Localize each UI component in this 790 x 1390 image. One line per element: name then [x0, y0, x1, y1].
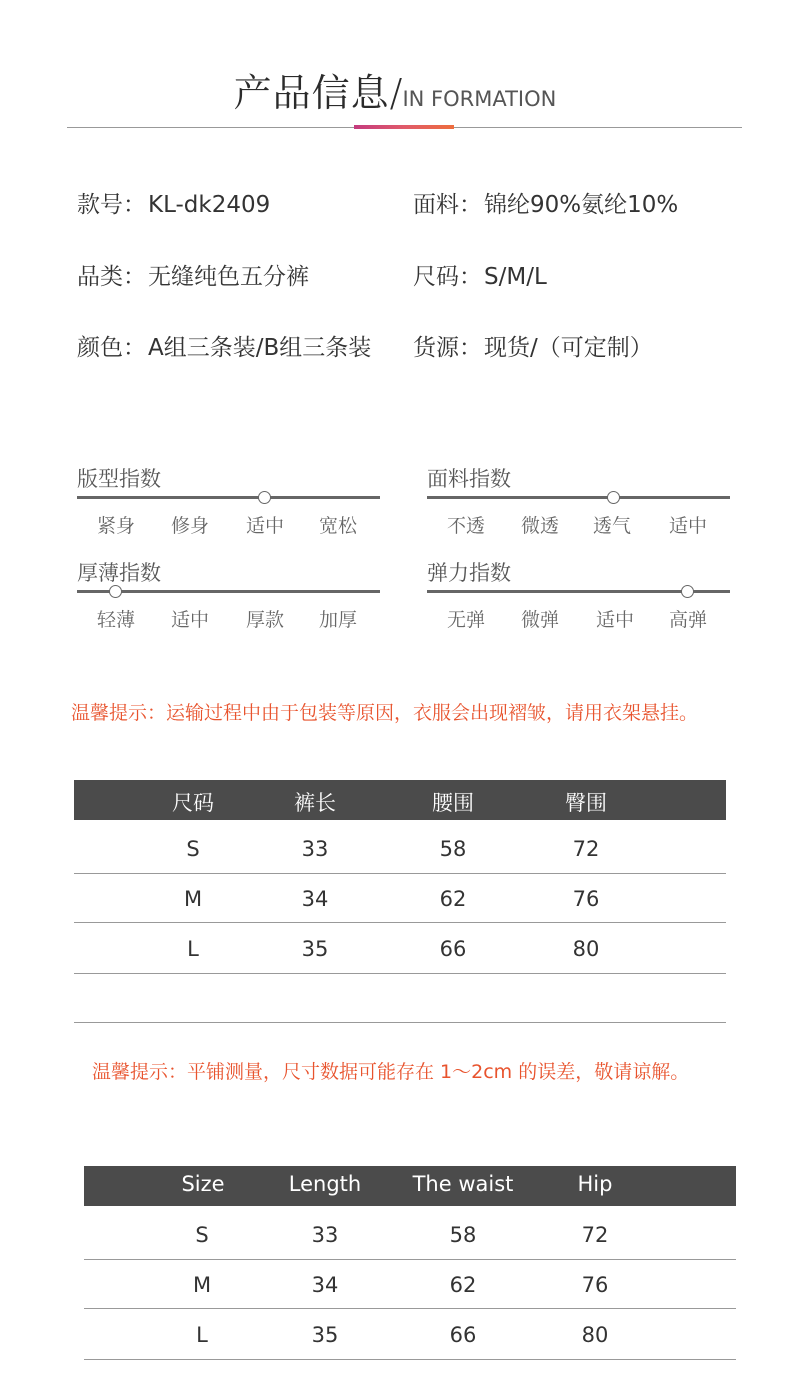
info-category	[77, 258, 309, 291]
cn-col-header: 裤长	[294, 791, 336, 815]
info-color	[77, 329, 371, 362]
info-color-label: 颜色：	[77, 335, 146, 361]
en-table-cell: 35	[311, 1323, 339, 1347]
index-fabric-track	[427, 496, 730, 499]
en-col-header: Length	[288, 1172, 362, 1196]
index-thickness-knob	[109, 585, 122, 598]
index-elasticity-title: 弹力指数	[427, 561, 511, 585]
cn-row-divider	[74, 922, 726, 923]
cn-table-cell: 72	[572, 837, 600, 861]
info-model-value: KL-dk2409	[148, 192, 271, 218]
cn-table-cell: 76	[572, 887, 600, 911]
info-color-value: A组三条装/B组三条装	[148, 335, 372, 361]
info-source-value: 现货/（可定制）	[484, 335, 653, 361]
cn-table-cell: S	[186, 837, 200, 861]
en-table-cell: 76	[581, 1273, 609, 1297]
en-table-cell: 62	[449, 1273, 477, 1297]
en-col-header: Hip	[577, 1172, 613, 1196]
header-accent-bar	[354, 125, 454, 129]
info-fabric-value: 锦纶90%氨纶10%	[484, 192, 679, 218]
en-table-cell: 58	[449, 1223, 477, 1247]
cn-table-cell: 66	[439, 937, 467, 961]
shipping-note: 温馨提示：运输过程中由于包装等原因，衣服会出现褶皱，请用衣架悬挂。	[71, 702, 699, 724]
info-size	[413, 258, 547, 291]
index-thickness-title: 厚薄指数	[77, 561, 161, 585]
index-fabric-option: 适中	[668, 515, 707, 537]
cn-table-cell: 62	[439, 887, 467, 911]
index-thickness-option: 厚款	[245, 609, 284, 631]
en-table-cell: L	[196, 1323, 208, 1347]
index-fabric-knob	[607, 491, 620, 504]
en-row-divider	[84, 1308, 736, 1309]
index-elasticity-option: 微弹	[520, 609, 559, 631]
info-model-label: 款号：	[77, 192, 146, 218]
cn-row-divider	[74, 973, 726, 974]
index-thickness-option: 加厚	[318, 609, 357, 631]
index-fit-title: 版型指数	[77, 467, 161, 491]
cn-table-cell: 33	[301, 837, 329, 861]
info-source	[413, 329, 653, 362]
index-elasticity-option: 适中	[595, 609, 634, 631]
en-table-cell: S	[195, 1223, 209, 1247]
info-category-value: 无缝纯色五分裤	[148, 264, 309, 290]
index-elasticity-option: 无弹	[446, 609, 485, 631]
cn-table-cell: 34	[301, 887, 329, 911]
index-fit-option: 适中	[245, 515, 284, 537]
index-fabric-option: 透气	[592, 515, 631, 537]
cn-table-cell: 35	[301, 937, 329, 961]
index-fabric-option: 不透	[446, 515, 485, 537]
en-row-divider	[84, 1259, 736, 1260]
cn-col-header: 腰围	[432, 791, 474, 815]
info-model	[77, 186, 270, 219]
index-fit-knob	[258, 491, 271, 504]
info-fabric-label: 面料：	[413, 192, 482, 218]
index-thickness-option: 适中	[170, 609, 209, 631]
page-title	[0, 62, 790, 117]
en-col-header: Size	[181, 1172, 225, 1196]
index-fit-option: 紧身	[96, 515, 135, 537]
en-table-cell: 66	[449, 1323, 477, 1347]
measurement-note: 温馨提示：平铺测量，尺寸数据可能存在 1～2cm 的误差，敬请谅解。	[92, 1061, 690, 1083]
cn-row-divider	[74, 873, 726, 874]
info-size-value: S/M/L	[484, 264, 547, 290]
info-fabric	[413, 186, 678, 219]
index-thickness-option: 轻薄	[96, 609, 135, 631]
index-fabric-title: 面料指数	[427, 467, 511, 491]
cn-row-divider	[74, 1022, 726, 1023]
cn-col-header: 臀围	[565, 791, 607, 815]
cn-table-cell: L	[187, 937, 199, 961]
cn-table-cell: M	[183, 887, 203, 911]
en-table-cell: M	[192, 1273, 212, 1297]
en-table-cell: 80	[581, 1323, 609, 1347]
info-category-label: 品类：	[77, 264, 146, 290]
en-table-cell: 33	[311, 1223, 339, 1247]
title-slash: /	[389, 71, 403, 115]
index-fit-option: 宽松	[318, 515, 357, 537]
index-fabric-option: 微透	[520, 515, 559, 537]
index-fit-option: 修身	[170, 515, 209, 537]
title-cn: 产品信息	[233, 71, 390, 115]
index-thickness-track	[77, 590, 380, 593]
en-table-cell: 34	[311, 1273, 339, 1297]
cn-col-header: 尺码	[172, 791, 214, 815]
index-fit-track	[77, 496, 380, 499]
info-source-label: 货源：	[413, 335, 482, 361]
index-elasticity-option: 高弹	[668, 609, 707, 631]
en-col-header: The waist	[412, 1172, 514, 1196]
info-size-label: 尺码：	[413, 264, 482, 290]
cn-table-cell: 80	[572, 937, 600, 961]
index-elasticity-knob	[681, 585, 694, 598]
cn-table-cell: 58	[439, 837, 467, 861]
en-table-cell: 72	[581, 1223, 609, 1247]
en-row-divider	[84, 1359, 736, 1360]
title-en: IN FORMATION	[402, 87, 557, 111]
